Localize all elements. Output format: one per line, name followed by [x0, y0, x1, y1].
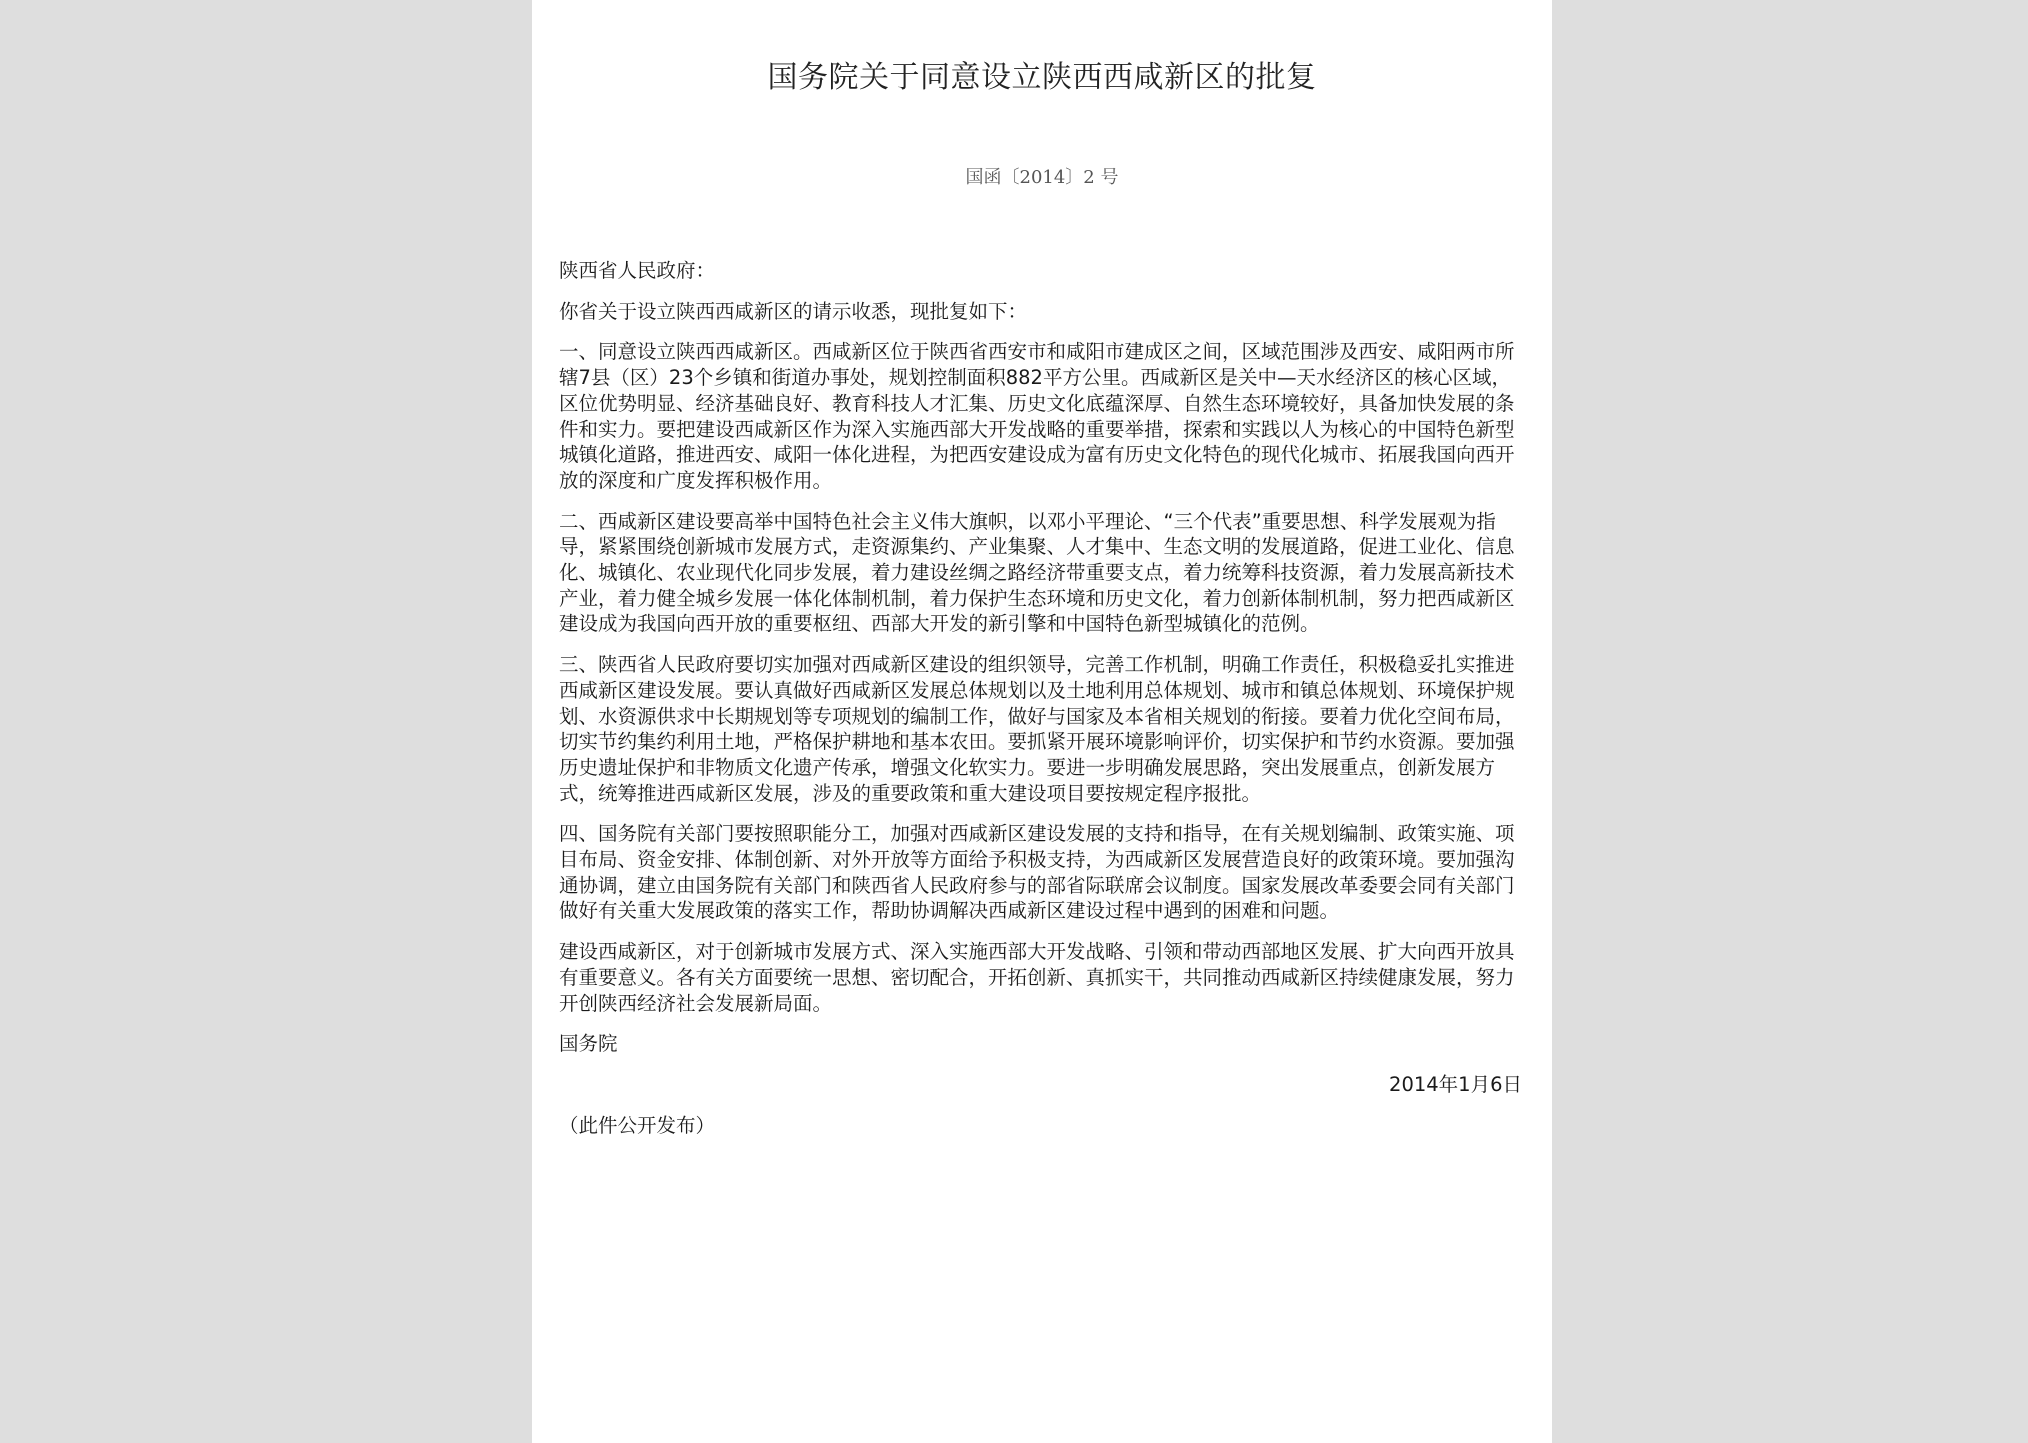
signature: 国务院	[559, 1032, 618, 1056]
paragraph-1: 一、同意设立陕西西咸新区。西咸新区位于陕西省西安市和咸阳市建成区之间，区域范围涉及西安、咸阳两市所辖7县（区）23个乡镇和街道办事处，规划控制面积882平方公里。西咸新区是关中—天水经济区的核心区域，区位优势明显、经济基础良好、教育科技人才汇集、历史文化底蕴深厚、自然生态环境较好，具备加快发展的条件和实力。要把建设西咸新区作为深入实施西部大开发战略的重要举措，探索和实践以人为核心的中国特色新型城镇化道路，推进西安、咸阳一体化进程，为把西安建设成为富有历史文化特色的现代化城市、拓展我国向西开放的深度和广度发挥积极作用。	[559, 340, 1515, 492]
publication-note: （此件公开发布）	[559, 1113, 716, 1137]
document-page	[532, 0, 1552, 1443]
document-title: 国务院关于同意设立陕西西咸新区的批复	[767, 60, 1317, 95]
closing-paragraph: 建设西咸新区，对于创新城市发展方式、深入实施西部大开发战略、引领和带动西部地区发展、扩大向西开放具有重要意义。各有关方面要统一思想、密切配合，开拓创新、真抓实干，共同推动西咸新区持续健康发展，努力开创陕西经济社会发展新局面。	[559, 940, 1515, 1015]
intro-paragraph: 你省关于设立陕西西咸新区的请示收悉，现批复如下：	[559, 299, 1028, 323]
document-body	[559, 258, 1522, 1153]
document-number: 国函〔2014〕2 号	[965, 167, 1119, 188]
paragraph-3: 三、陕西省人民政府要切实加强对西咸新区建设的组织领导，完善工作机制，明确工作责任，积极稳妥扎实推进西咸新区建设发展。要认真做好西咸新区发展总体规划以及土地利用总体规划、城市和镇总体规划、环境保护规划、水资源供求中长期规划等专项规划的编制工作，做好与国家及本省相关规划的衔接。要着力优化空间布局，切实节约集约利用土地，严格保护耕地和基本农田。要抓紧开展环境影响评价，切实保护和节约水资源。要加强历史遗址保护和非物质文化遗产传承，增强文化软实力。要进一步明确发展思路，突出发展重点，创新发展方式，统筹推进西咸新区发展，涉及的重要政策和重大建设项目要按规定程序报批。	[559, 653, 1515, 805]
issue-date: 2014年1月6日	[1389, 1072, 1522, 1096]
paragraph-2: 二、西咸新区建设要高举中国特色社会主义伟大旗帜，以邓小平理论、“三个代表”重要思想、科学发展观为指导，紧紧围绕创新城市发展方式，走资源集约、产业集聚、人才集中、生态文明的发展道路，促进工业化、信息化、城镇化、农业现代化同步发展，着力建设丝绸之路经济带重要支点，着力统筹科技资源，着力发展高新技术产业，着力健全城乡发展一体化体制机制，着力保护生态环境和历史文化，着力创新体制机制，努力把西咸新区建设成为我国向西开放的重要枢纽、西部大开发的新引擎和中国特色新型城镇化的范例。	[559, 509, 1515, 636]
paragraph-4: 四、国务院有关部门要按照职能分工，加强对西咸新区建设发展的支持和指导，在有关规划编制、政策实施、项目布局、资金安排、体制创新、对外开放等方面给予积极支持，为西咸新区发展营造良好的政策环境。要加强沟通协调，建立由国务院有关部门和陕西省人民政府参与的部省际联席会议制度。国家发展改革委要会同有关部门做好有关重大发展政策的落实工作，帮助协调解决西咸新区建设过程中遇到的困难和问题。	[559, 822, 1515, 923]
salutation: 陕西省人民政府：	[559, 259, 716, 282]
